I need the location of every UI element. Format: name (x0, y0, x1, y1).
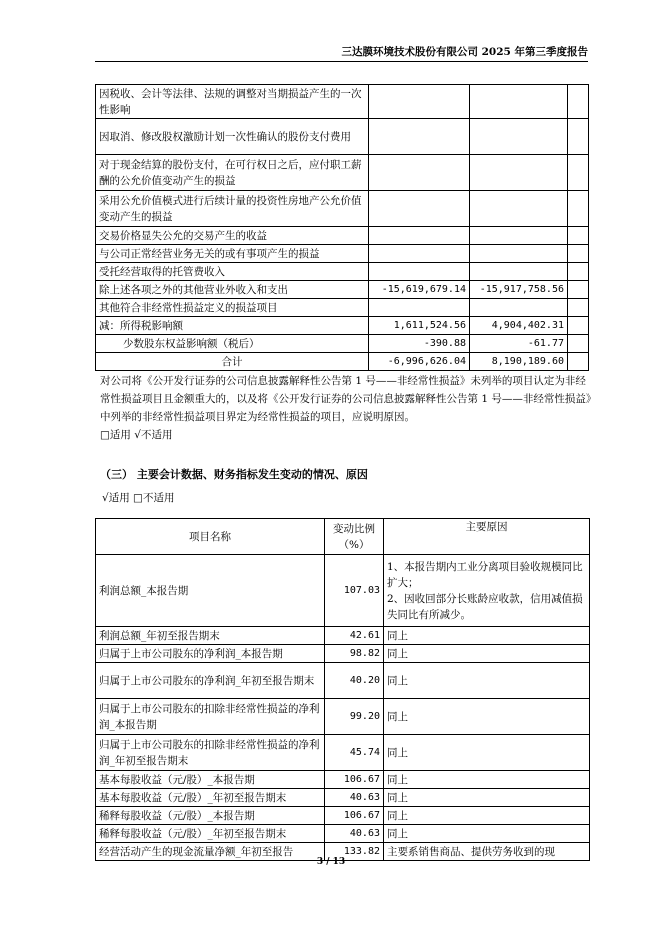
non-recurring-gains-table (95, 84, 589, 371)
note-cell (568, 85, 589, 119)
header-divider (95, 61, 588, 62)
reason-cell: 同上 (384, 645, 590, 663)
table-row (96, 807, 590, 825)
current-period-cell (369, 299, 470, 317)
table-header-row (96, 519, 590, 555)
item-cell: 利润总额_年初至报告期末 (96, 627, 325, 645)
item-cell: 稀释每股收益（元/股）_本报告期 (96, 807, 325, 825)
page-number: 3 / 13 (316, 857, 346, 867)
table-row (96, 245, 589, 263)
ytd-cell (470, 227, 568, 245)
note-cell (568, 353, 589, 371)
current-period-cell: -6,996,626.04 (369, 353, 470, 371)
table-row (96, 627, 590, 645)
table-row (96, 299, 589, 317)
ytd-cell (470, 263, 568, 281)
table-row (96, 353, 589, 371)
item-cell: 与公司正常经营业务无关的或有事项产生的损益 (96, 245, 369, 263)
table-row (96, 335, 589, 353)
table-row (96, 281, 589, 299)
item-cell: 交易价格显失公允的交易产生的收益 (96, 227, 369, 245)
note-cell (568, 281, 589, 299)
item-cell: 受托经营取得的托管费收入 (96, 263, 369, 281)
ratio-cell: 99.20 (325, 699, 384, 735)
applicability-choice: □适用 √不适用 (100, 429, 173, 441)
note-cell (568, 119, 589, 155)
table-row (96, 825, 590, 843)
page-header: 三达膜环境技术股份有限公司 2025 年第三季度报告 (341, 46, 588, 58)
item-cell: 归属于上市公司股东的净利润_本报告期 (96, 645, 325, 663)
explanation-paragraph (100, 372, 592, 444)
column-header: 主要原因 (384, 519, 590, 555)
ytd-cell: -15,917,758.56 (470, 281, 568, 299)
current-period-cell (369, 85, 470, 119)
current-period-cell (369, 191, 470, 227)
reason-cell: 1、本报告期内工业分离项目验收规模同比扩大； 2、因收回部分长账龄应收款，信用减值损失同比有所减少。 (384, 555, 590, 627)
ratio-cell: 40.63 (325, 825, 384, 843)
item-cell: 归属于上市公司股东的扣除非经常性损益的净利润_本报告期 (96, 699, 325, 735)
ytd-cell (470, 85, 568, 119)
table-row (96, 645, 590, 663)
ratio-cell: 40.20 (325, 663, 384, 699)
reason-cell: 同上 (384, 807, 590, 825)
item-cell: 归属于上市公司股东的扣除非经常性损益的净利润_年初至报告期末 (96, 735, 325, 771)
item-cell: 因税收、会计等法律、法规的调整对当期损益产生的一次性影响 (96, 85, 369, 119)
current-period-cell: -15,619,679.14 (369, 281, 470, 299)
table-row (96, 85, 589, 119)
explanation-text: 对公司将《公开发行证券的公司信息披露解释性公告第 1 号——非经常性损益》未列举的项目认定为非经常性损益项目且金额重大的，以及将《公开发行证券的公司信息披露解释性公告第 1 号——非经常性损益》中列举的非经常性损益项目界定为经常性损益的项目，应说明原因。 (100, 375, 592, 423)
reason-cell: 同上 (384, 699, 590, 735)
current-period-cell: 1,611,524.56 (369, 317, 470, 335)
ytd-cell (470, 299, 568, 317)
item-cell: 归属于上市公司股东的净利润_年初至报告期末 (96, 663, 325, 699)
note-cell (568, 263, 589, 281)
table-row (96, 317, 589, 335)
ratio-cell: 42.61 (325, 627, 384, 645)
section-heading: （三） 主要会计数据、财务指标发生变动的情况、原因 (100, 468, 368, 481)
reason-cell: 同上 (384, 735, 590, 771)
applicability-choice: √适用 □不适用 (102, 492, 175, 504)
ratio-cell: 106.67 (325, 771, 384, 789)
item-cell: 少数股东权益影响额（税后） (96, 335, 369, 353)
ratio-cell: 106.67 (325, 807, 384, 825)
ytd-cell (470, 191, 568, 227)
ratio-cell: 107.03 (325, 555, 384, 627)
ratio-cell: 45.74 (325, 735, 384, 771)
ratio-cell: 133.82 (325, 843, 384, 861)
ratio-cell: 98.82 (325, 645, 384, 663)
reason-cell: 同上 (384, 771, 590, 789)
note-cell (568, 317, 589, 335)
ytd-cell: 8,190,189.60 (470, 353, 568, 371)
current-period-cell (369, 119, 470, 155)
reason-cell: 同上 (384, 825, 590, 843)
item-cell: 经营活动产生的现金流量净额_年初至报告 (96, 843, 325, 861)
table-row (96, 771, 590, 789)
note-cell (568, 335, 589, 353)
item-cell: 采用公允价值模式进行后续计量的投资性房地产公允价值变动产生的损益 (96, 191, 369, 227)
reason-cell: 同上 (384, 663, 590, 699)
ytd-cell: 4,904,402.31 (470, 317, 568, 335)
item-cell: 基本每股收益（元/股）_年初至报告期末 (96, 789, 325, 807)
column-header: 项目名称 (96, 519, 325, 555)
item-cell: 对于现金结算的股份支付，在可行权日之后，应付职工薪酬的公允价值变动产生的损益 (96, 155, 369, 191)
table-row (96, 735, 590, 771)
reason-cell: 同上 (384, 627, 590, 645)
table-row (96, 263, 589, 281)
table-row (96, 155, 589, 191)
current-period-cell (369, 227, 470, 245)
key-indicator-changes-table (95, 518, 590, 861)
note-cell (568, 299, 589, 317)
item-cell: 除上述各项之外的其他营业外收入和支出 (96, 281, 369, 299)
item-cell: 减：所得税影响额 (96, 317, 369, 335)
current-period-cell (369, 263, 470, 281)
table-row (96, 555, 590, 627)
reason-cell: 主要系销售商品、提供劳务收到的现 (384, 843, 590, 861)
column-header: 变动比例（%） (325, 519, 384, 555)
table-row (96, 191, 589, 227)
item-cell: 因取消、修改股权激励计划一次性确认的股份支付费用 (96, 119, 369, 155)
current-period-cell: -390.88 (369, 335, 470, 353)
ytd-cell (470, 245, 568, 263)
current-period-cell (369, 245, 470, 263)
item-cell: 稀释每股收益（元/股）_年初至报告期末 (96, 825, 325, 843)
item-cell: 利润总额_本报告期 (96, 555, 325, 627)
item-cell: 基本每股收益（元/股）_本报告期 (96, 771, 325, 789)
table-row (96, 119, 589, 155)
note-cell (568, 191, 589, 227)
item-cell: 其他符合非经常性损益定义的损益项目 (96, 299, 369, 317)
ytd-cell: -61.77 (470, 335, 568, 353)
current-period-cell (369, 155, 470, 191)
table-row (96, 663, 590, 699)
ytd-cell (470, 155, 568, 191)
note-cell (568, 227, 589, 245)
table-row (96, 699, 590, 735)
reason-cell: 同上 (384, 789, 590, 807)
note-cell (568, 245, 589, 263)
note-cell (568, 155, 589, 191)
ratio-cell: 40.63 (325, 789, 384, 807)
table-row (96, 789, 590, 807)
total-label-cell: 合计 (96, 353, 369, 371)
table-row (96, 227, 589, 245)
ytd-cell (470, 119, 568, 155)
